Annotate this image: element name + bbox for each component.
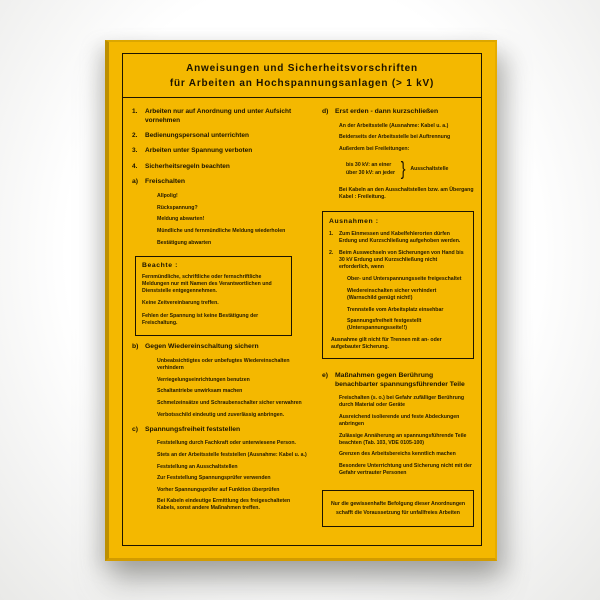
- brace-result: [410, 165, 448, 175]
- list-item: Schaltantriebe unwirksam machen: [157, 388, 243, 395]
- list-item: Ausreichend isolierende und feste Abdeckungen anbringen: [339, 414, 460, 428]
- sign-inner-border: [122, 53, 482, 546]
- ausnahmen-box: [322, 211, 474, 359]
- beachte-paragraph: Fehlen der Spannung ist keine Bestätigung der Freischaltung.: [142, 312, 259, 327]
- list-item: Spannungsfreiheit festgestellt (Unterspannungsseite!!): [347, 318, 422, 332]
- ausnahmen-footer: Ausnahme gilt nicht für Trennen mit an- oder aufgebauter Sicherung.: [331, 337, 442, 351]
- list-item: Schmelzeinsätze und Schraubenschalter sicher verwahren: [157, 399, 302, 406]
- sign-columns: [123, 98, 481, 537]
- section-c-label: c): [132, 425, 139, 433]
- list-item: Grenzen des Arbeitsbereichs kenntlich machen: [339, 451, 456, 458]
- safety-sign-panel: [105, 40, 497, 561]
- section-d-list: [339, 123, 474, 158]
- summary-line1: Nur die gewissenhafte Befolgung dieser Anordnungen: [330, 500, 466, 507]
- list-item: Zulässige Annäherung an spannungsführende Teile beachten (Tab. 103, VDE 0105-100): [339, 432, 467, 446]
- list-item: Außerdem bei Freileitungen:: [339, 146, 410, 153]
- ausnahmen-item-1: [329, 231, 467, 245]
- beachte-paragraph: Keine Zeitvereinbarung treffen.: [142, 300, 219, 307]
- section-e-header: [322, 372, 474, 390]
- numbered-item-2: [132, 132, 309, 141]
- list-item: Feststellung an Ausschaltstellen: [157, 463, 238, 470]
- list-item: Bestätigung abwarten: [157, 239, 212, 246]
- item-text: Zum Einmessen und Kabelfehlerorten dürfen Erdung und Kurzschließung aufgehoben werden.: [339, 231, 461, 245]
- list-item: Feststellung durch Fachkraft oder unterwiesene Person.: [157, 440, 296, 447]
- section-b-title: Gegen Wiedereinschaltung sichern: [145, 343, 259, 351]
- brace-line: bis 30 kV: an einer: [346, 162, 392, 169]
- item-text: Arbeiten unter Spannung verboten: [145, 147, 253, 155]
- numbered-item-4: [132, 163, 309, 172]
- sign-title-line2: für Arbeiten an Hochspannungsanlagen (> 1 kV): [169, 78, 435, 89]
- list-item: Meldung abwarten!: [157, 216, 205, 223]
- section-d-label: d): [322, 108, 329, 115]
- voltage-brace-lines: [346, 161, 395, 179]
- section-c-list: [157, 440, 309, 512]
- list-item: Zur Feststellung Spannungsprüfer verwenden: [157, 475, 271, 482]
- list-item: Beiderseits der Arbeitsstelle bei Auftrennung: [339, 134, 451, 141]
- list-item: Mündliche und fernmündliche Meldung wiederholen: [157, 227, 286, 234]
- left-column: [132, 108, 309, 537]
- list-item: Trennstelle vom Arbeitsplatz einsehbar: [347, 306, 444, 313]
- list-item: Rückspannung?: [157, 204, 198, 211]
- list-item: Verbotsschild eindeutig und zuverlässig anbringen.: [157, 411, 285, 418]
- section-b-header: [132, 343, 309, 352]
- section-a-title: Freischalten: [145, 178, 186, 186]
- item-text: Bedienungspersonal unterrichten: [145, 132, 250, 140]
- beachte-box: [135, 256, 292, 337]
- ausnahmen-title: Ausnahmen :: [329, 218, 379, 226]
- ausnahmen-sublist: [347, 276, 467, 332]
- beachte-paragraph: Fernmündliche, schriftliche oder fernschriftliche Meldungen nur mit Namen des Verantwortlichen und Dienststelle entgegennehmen.: [142, 273, 272, 295]
- list-item: Besondere Unterrichtung und Sicherung nicht mit der Gefahr vertrauter Personen: [339, 462, 472, 476]
- list-item: Stets an der Arbeitsstelle feststellen (Ausnahme: Kabel u. a.): [157, 452, 307, 459]
- beachte-title: Beachte :: [142, 261, 178, 269]
- section-e-label: e): [322, 371, 329, 379]
- item-text: Beim Auswechseln von Sicherungen von Hand bis 30 kV Erdung und Kurzschließung nicht erforderlich, wenn: [339, 250, 464, 271]
- list-item: Bei Kabeln eindeutige Ermittlung des freigeschalteten Kabels, sonst andere Maßnahmen treffen.: [157, 498, 291, 512]
- voltage-brace-group: [346, 159, 474, 181]
- item-text: Arbeiten nur auf Anordnung und unter Aufsicht vornehmen: [145, 108, 292, 124]
- section-a-list: [157, 193, 309, 246]
- list-item: An der Arbeitsstelle (Ausnahme: Kabel u. a.): [339, 122, 449, 129]
- item-number: 1.: [132, 108, 138, 115]
- item-number: 2.: [329, 250, 334, 257]
- sign-title-line1: Anweisungen und Sicherheitsvorschriften: [186, 63, 418, 74]
- item-number: 4.: [132, 162, 138, 170]
- item-number: 1.: [329, 231, 334, 238]
- section-d-header: [322, 108, 474, 117]
- numbered-item-3: [132, 147, 309, 156]
- section-d-title: Erst erden - dann kurzschließen: [335, 108, 439, 115]
- list-item: Verriegelungseinrichtungen benutzen: [157, 376, 250, 383]
- item-number: 3.: [132, 147, 138, 155]
- sign-title-block: [123, 54, 481, 98]
- section-c-title: Spannungsfreiheit feststellen: [145, 425, 241, 433]
- numbered-item-1: [132, 108, 309, 126]
- brace-result-text: Ausschaltstelle: [410, 166, 449, 173]
- right-column: [322, 108, 474, 537]
- curly-brace-icon: }: [400, 158, 406, 180]
- section-e-title: Maßnahmen gegen Berührung benachbarter spannungsführender Teile: [335, 371, 465, 388]
- section-a-header: [132, 178, 309, 187]
- item-text: Sicherheitsregeln beachten: [145, 162, 230, 170]
- section-c-header: [132, 426, 309, 435]
- list-item: Ober- und Unterspannungsseite freigeschaltet: [347, 276, 462, 283]
- section-e-list: [339, 395, 474, 481]
- list-item: Allpolig!: [157, 193, 178, 200]
- item-number: 2.: [132, 132, 138, 140]
- brace-line: über 30 kV: an jeder: [346, 170, 396, 177]
- section-b-list: [157, 358, 309, 418]
- summary-line2: schafft die Voraussetzung für unfallfreies Arbeiten: [336, 509, 460, 516]
- section-b-label: b): [132, 343, 139, 351]
- list-item: Wiedereinschalten sicher verhindert (Warnschild genügt nicht!): [347, 287, 437, 301]
- list-item: Vorher Spannungsprüfer auf Funktion überprüfen: [157, 486, 280, 493]
- section-a-label: a): [132, 178, 139, 186]
- section-d-footer: Bei Kabeln an den Ausschaltstellen bzw. am Übergang Kabel : Freileitung.: [339, 186, 474, 200]
- summary-box: [322, 490, 474, 527]
- list-item: Unbeabsichtigtes oder unbefugtes Wiedereinschalten verhindern: [157, 358, 290, 372]
- ausnahmen-item-2: [329, 250, 467, 271]
- list-item: Freischalten (s. o.) bei Gefahr zufälliger Berührung durch Material oder Geräte: [339, 395, 465, 409]
